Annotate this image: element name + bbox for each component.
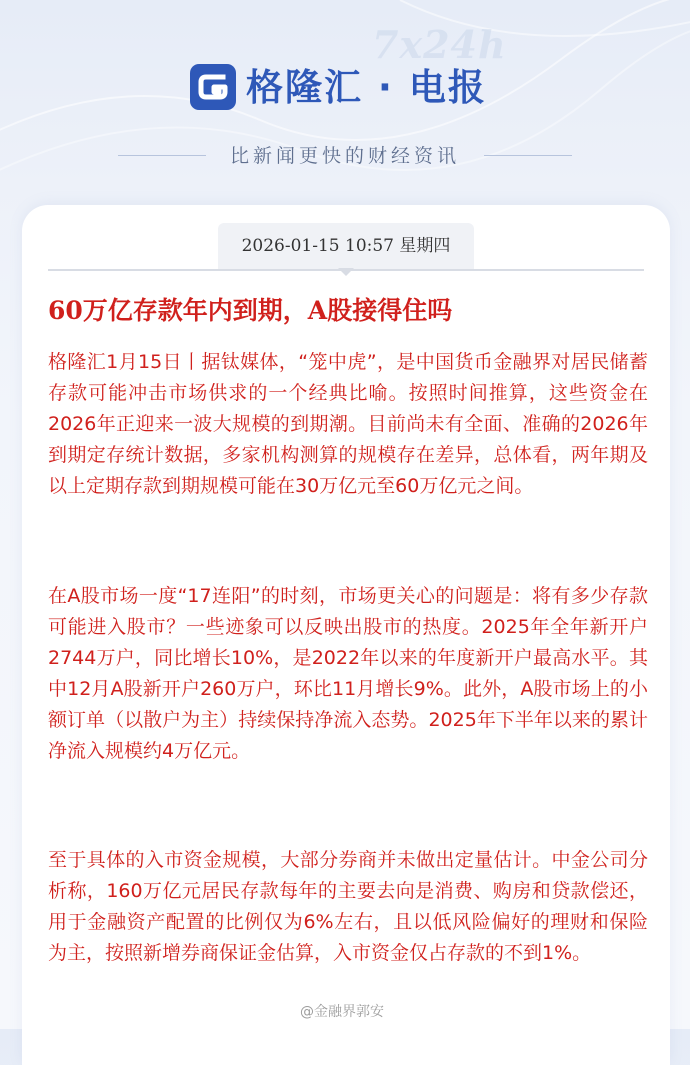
article-paragraph-1: 格隆汇1月15日丨据钛媒体，“笼中虎”，是中国货币金融界对居民储蓄存款可能冲击市场供求的一个经典比喻。按照时间推算，这些资金在2026年正迎来一波大规模的到期潮。目前尚未有全面、准确的2026年到期定存统计数据，多家机构测算的规模存在差异，总体看，两年期及以上定期存款到期规模可能在30万亿元至60万亿元之间。 — [48, 351, 648, 497]
article-card — [22, 205, 670, 1065]
brand-title: 格隆汇 · 电报 — [246, 66, 487, 109]
tagline: 比新闻更快的财经资讯 — [229, 145, 460, 167]
tagline-row — [0, 138, 690, 174]
datetime-notch — [338, 268, 354, 276]
watermark-7x24h: 7x24h — [372, 22, 507, 67]
header — [0, 58, 690, 128]
tagline-divider-right — [484, 155, 572, 156]
article-paragraph-2: 在A股市场一度“17连阳”的时刻，市场更关心的问题是：将有多少存款可能进入股市？一些迹象可以反映出股市的热度。2025年全年新开户2744万户，同比增长10%，是2022年以来的年度新开户最高水平。其中12月A股新开户260万户，环比11月增长9%。此外，A股市场上的小额订单（以散户为主）持续保持净流入态势。2025年下半年以来的累计净流入规模约4万亿元。 — [48, 585, 648, 762]
weibo-watermark: @金融界郭安 — [300, 1004, 384, 1020]
article-headline: 60万亿存款年内到期，A股接得住吗 — [48, 296, 453, 325]
gelonghui-logo-icon — [190, 64, 236, 110]
article-datetime: 2026-01-15 10:57 星期四 — [241, 236, 451, 256]
article-paragraph-3: 至于具体的入市资金规模，大部分券商并未做出定量估计。中金公司分析称，160万亿元居民存款每年的主要去向是消费、购房和贷款偿还，用于金融资产配置的比例仅为6%左右，且以低风险偏好的理财和保险为主，按照新增券商保证金估算，入市资金仅占存款的不到1%。 — [48, 849, 648, 964]
datetime-tab — [218, 223, 474, 269]
